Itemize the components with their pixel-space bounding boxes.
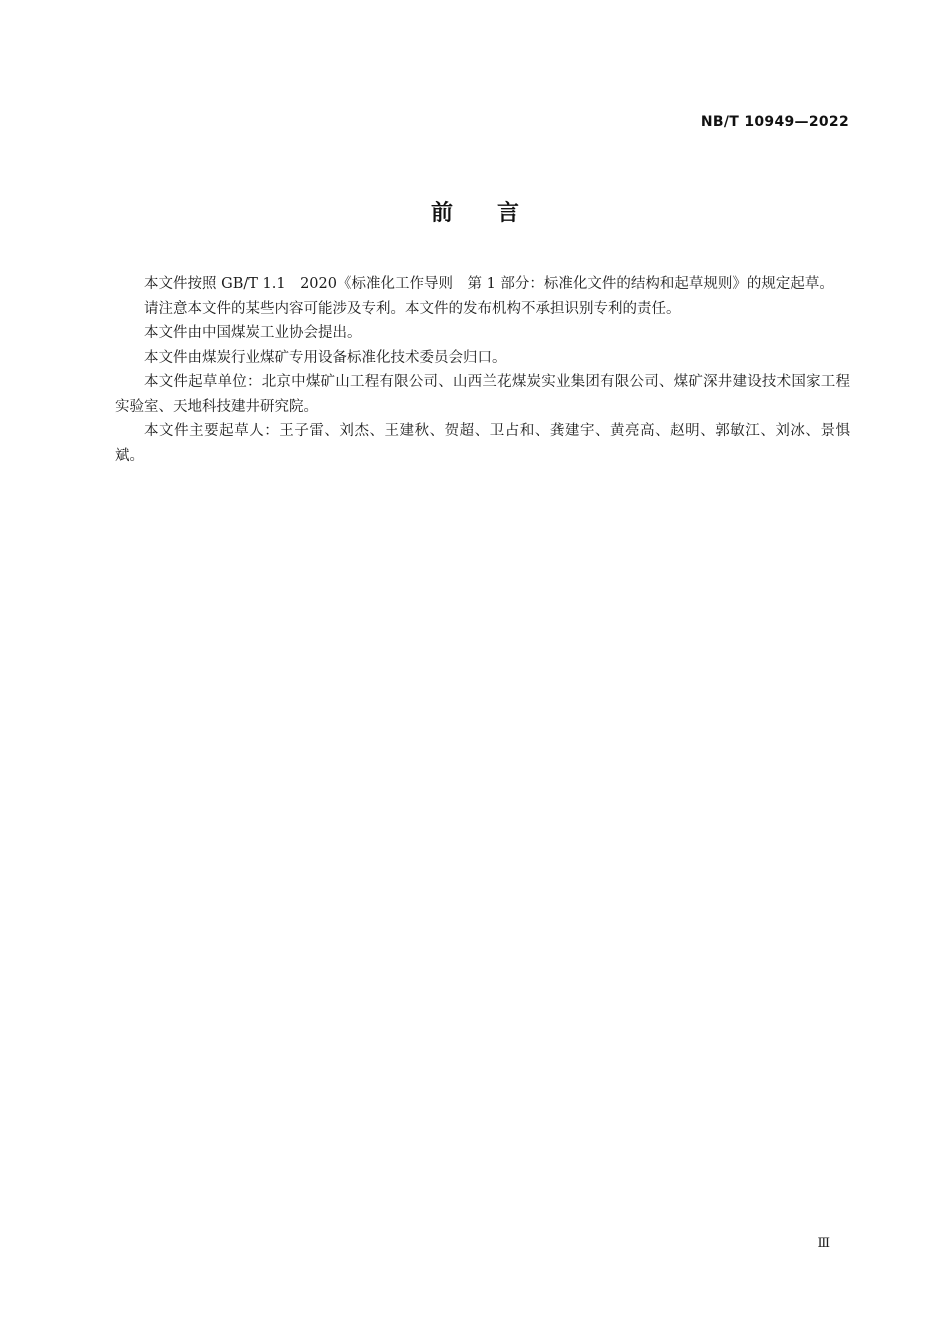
- paragraph-main-drafters: 本文件主要起草人：王子雷、刘杰、王建秋、贺超、卫占和、龚建宇、黄亮高、赵明、郭敏江、刘冰、景惧斌。: [115, 423, 850, 464]
- paragraph-proposer: 本文件由中国煤炭工业协会提出。: [144, 325, 362, 341]
- paragraph-drafting-rules: 本文件按照 GB/T 1.1 2020《标准化工作导则 第 1 部分：标准化文件的结构和起草规则》的规定起草。: [144, 276, 834, 292]
- page-number: Ⅲ: [817, 1236, 830, 1251]
- body-text: [115, 272, 850, 468]
- paragraph-drafting-units: 本文件起草单位：北京中煤矿山工程有限公司、山西兰花煤炭实业集团有限公司、煤矿深井建设技术国家工程实验室、天地科技建井研究院。: [115, 374, 850, 415]
- document-code: NB/T 10949—2022: [700, 114, 849, 130]
- paragraph-technical-committee: 本文件由煤炭行业煤矿专用设备标准化技术委员会归口。: [144, 349, 507, 366]
- section-title: 前言: [430, 201, 563, 226]
- paragraph-patent-notice: 请注意本文件的某些内容可能涉及专利。本文件的发布机构不承担识别专利的责任。: [144, 300, 681, 317]
